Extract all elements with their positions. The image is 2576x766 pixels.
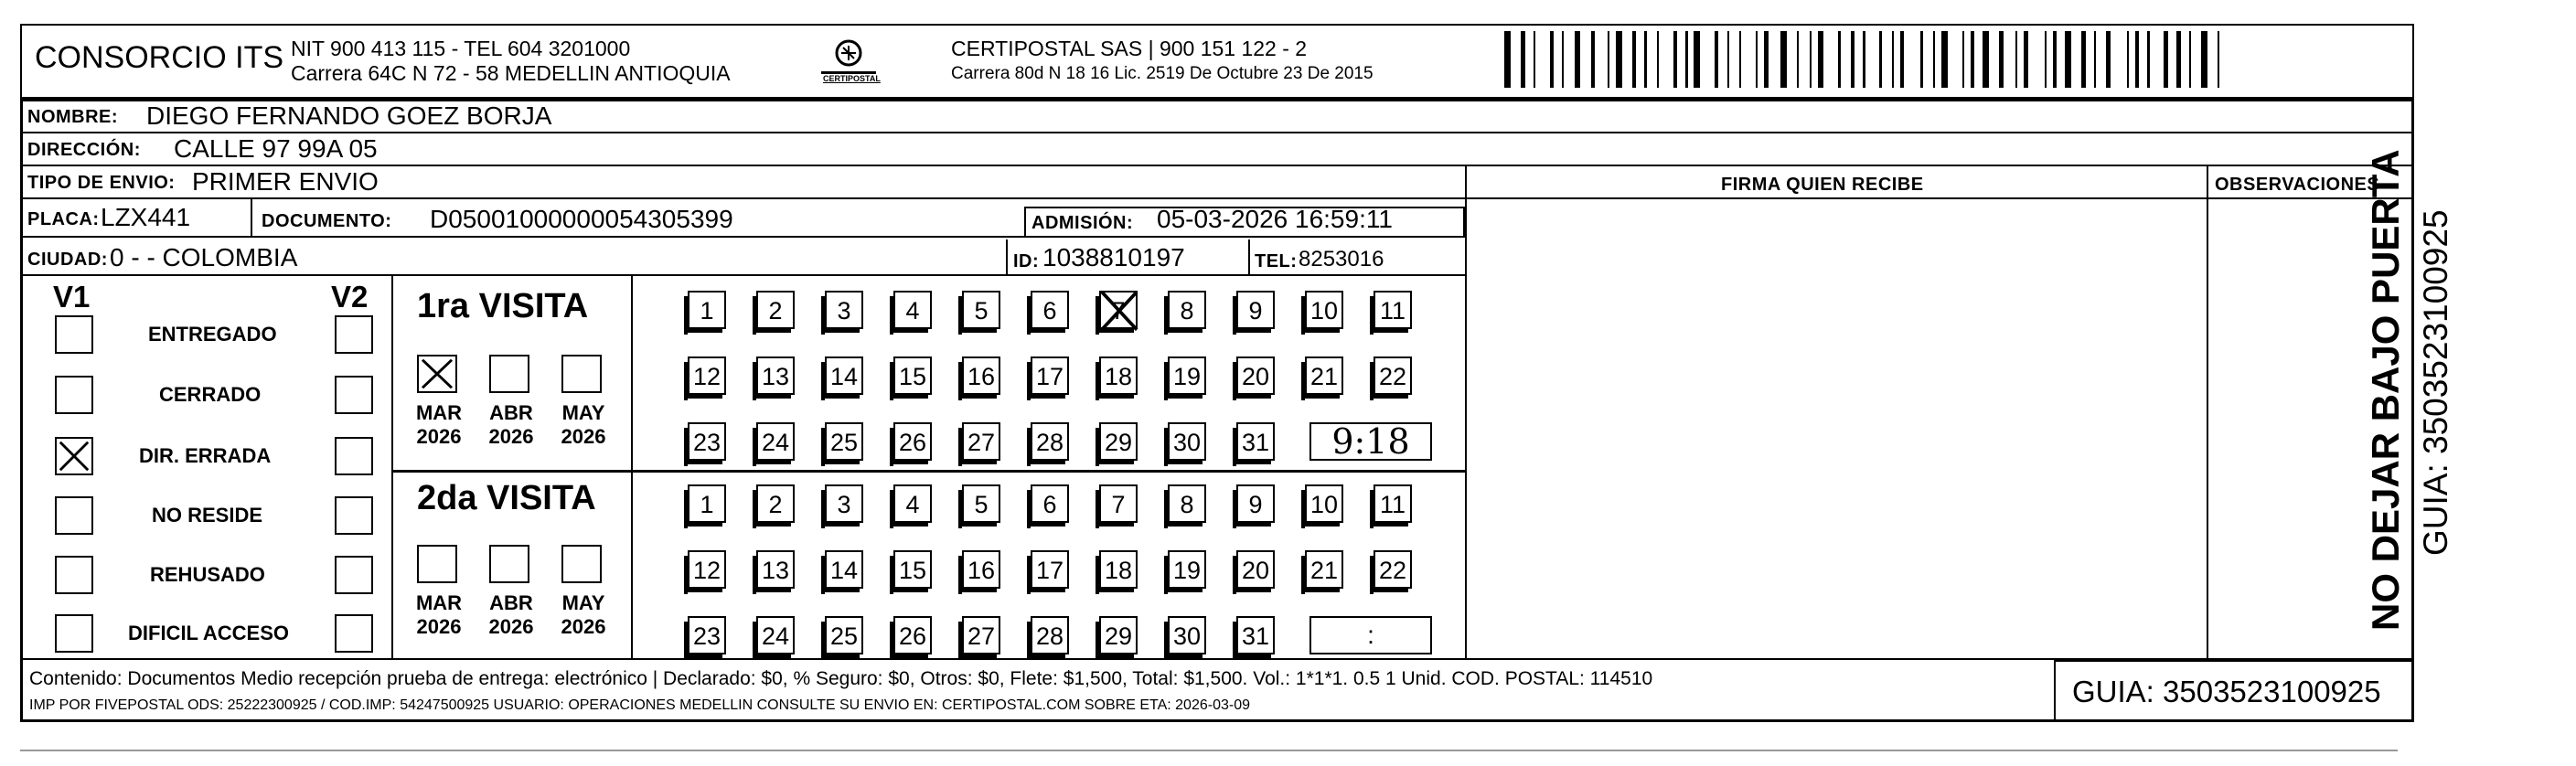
form-frame <box>20 99 2414 722</box>
day-number: 11 <box>1379 296 1406 324</box>
day-box[interactable] <box>756 422 795 461</box>
day-box[interactable] <box>1099 422 1138 461</box>
day-box[interactable] <box>1374 291 1412 329</box>
day-box[interactable] <box>756 616 795 654</box>
footer-contenido: Contenido: Documentos Medio recepción prueba de entrega: electrónico | Declarado: $0, % Seguro: $0, Otros: $0, Flete: $1,500, Total: $1,500. Vol.: 1*1*1. 0.5 1 Unid. COD. POSTAL: 114510 <box>29 668 1653 689</box>
day-number: 22 <box>1378 362 1407 390</box>
check-x-icon <box>419 356 455 391</box>
day-number: 6 <box>1042 490 1057 518</box>
company-nit: NIT 900 413 115 - TEL 604 3201000 <box>291 37 631 60</box>
day-box[interactable] <box>1168 616 1206 654</box>
v1-header: V1 <box>53 280 91 314</box>
day-number: 19 <box>1172 556 1202 584</box>
scan-line <box>20 750 2398 751</box>
day-box[interactable] <box>1031 291 1069 329</box>
day-number: 20 <box>1241 362 1270 390</box>
day-box[interactable] <box>825 616 863 654</box>
day-number: 17 <box>1035 362 1064 390</box>
side-warning: NO DEJAR BAJO PUERTA <box>2364 149 2407 631</box>
v2-checkbox[interactable] <box>335 496 373 535</box>
day-number: 3 <box>837 490 851 518</box>
day-box[interactable] <box>1374 550 1412 589</box>
day-number: 10 <box>1309 490 1339 518</box>
day-number: 15 <box>898 556 927 584</box>
day-box[interactable] <box>688 291 726 329</box>
day-number: 20 <box>1241 556 1270 584</box>
company-address: Carrera 64C N 72 - 58 MEDELLIN ANTIOQUIA <box>291 61 731 85</box>
courier-name: CERTIPOSTAL SAS | 900 151 122 - 2 <box>951 37 1308 60</box>
day-box[interactable] <box>962 422 1000 461</box>
day-number: 29 <box>1104 622 1133 650</box>
visit-divider <box>631 274 633 658</box>
day-box[interactable] <box>962 550 1000 589</box>
day-box[interactable] <box>1168 484 1206 523</box>
day-number: 28 <box>1035 428 1064 456</box>
day-box[interactable] <box>756 484 795 523</box>
day-number: 30 <box>1172 622 1202 650</box>
day-box[interactable] <box>893 484 932 523</box>
day-number: 14 <box>829 556 859 584</box>
day-number: 31 <box>1241 428 1270 456</box>
v2-checkbox[interactable] <box>335 437 373 475</box>
day-box[interactable] <box>1031 550 1069 589</box>
cell-divider <box>1248 239 1250 274</box>
month-year: 2026 <box>561 615 606 638</box>
row-divider <box>20 132 2414 133</box>
day-number: 1 <box>700 296 714 324</box>
v1-checkbox[interactable] <box>55 496 93 535</box>
day-number: 11 <box>1379 490 1406 518</box>
day-box[interactable] <box>1031 422 1069 461</box>
day-box[interactable] <box>1236 484 1275 523</box>
month-name: MAR <box>415 401 463 424</box>
day-box[interactable] <box>756 550 795 589</box>
day-number: 1 <box>700 490 714 518</box>
v1-checkbox[interactable] <box>55 614 93 653</box>
month-year: 2026 <box>561 425 606 448</box>
nombre-label: NOMBRE: <box>27 107 119 127</box>
day-number: 5 <box>974 296 989 324</box>
day-box[interactable] <box>825 356 863 395</box>
day-number: 2 <box>768 296 783 324</box>
status-label: DIR. ERRADA <box>139 444 272 467</box>
day-number: 26 <box>898 622 927 650</box>
time-box[interactable] <box>1309 616 1432 654</box>
day-box[interactable] <box>1236 422 1275 461</box>
day-box[interactable] <box>893 422 932 461</box>
day-number: 18 <box>1104 556 1133 584</box>
time-box[interactable] <box>1309 422 1432 461</box>
day-box[interactable] <box>1099 616 1138 654</box>
certipostal-logo-icon <box>803 35 894 90</box>
day-box[interactable] <box>688 422 726 461</box>
day-number: 28 <box>1035 622 1064 650</box>
day-number: 2 <box>768 490 783 518</box>
day-number: 27 <box>967 428 996 456</box>
month-name: MAY <box>561 401 605 424</box>
day-number: 10 <box>1309 296 1339 324</box>
day-box[interactable] <box>962 616 1000 654</box>
month-checkbox[interactable] <box>417 545 457 583</box>
documento-label: DOCUMENTO: <box>262 211 392 231</box>
check-x-icon <box>57 439 91 473</box>
footer-guia: GUIA: 3503523100925 <box>2072 675 2381 708</box>
visit2-title: 2da VISITA <box>417 479 596 517</box>
day-box[interactable] <box>1236 291 1275 329</box>
day-box[interactable] <box>1168 356 1206 395</box>
day-box[interactable] <box>825 291 863 329</box>
tipo-envio-label: TIPO DE ENVIO: <box>27 173 176 193</box>
day-box[interactable] <box>1236 356 1275 395</box>
time-value: : <box>1367 621 1374 649</box>
status-label: NO RESIDE <box>152 504 263 527</box>
day-number: 4 <box>905 490 920 518</box>
time-value: 9:18 <box>1331 421 1410 462</box>
day-box[interactable] <box>1099 291 1138 329</box>
month-year: 2026 <box>488 615 534 638</box>
day-box[interactable] <box>893 616 932 654</box>
nombre-value: DIEGO FERNANDO GOEZ BORJA <box>146 101 552 130</box>
day-box[interactable] <box>1031 484 1069 523</box>
placa-value: LZX441 <box>101 203 191 231</box>
day-box[interactable] <box>1168 422 1206 461</box>
visit-divider-h <box>391 470 1467 473</box>
visit1-title: 1ra VISITA <box>417 287 589 325</box>
day-number: 9 <box>1248 490 1263 518</box>
day-box[interactable] <box>1236 550 1275 589</box>
v2-checkbox[interactable] <box>335 376 373 414</box>
day-box[interactable] <box>893 550 932 589</box>
admision-label: ADMISIÓN: <box>1031 213 1134 233</box>
day-number: 29 <box>1104 428 1133 456</box>
day-number: 24 <box>761 428 790 456</box>
id-label: ID: <box>1013 251 1040 271</box>
admision-value: 05-03-2026 16:59:11 <box>1157 205 1393 233</box>
v1-checkbox[interactable] <box>55 315 93 354</box>
month-name: ABR <box>489 401 533 424</box>
month-checkbox[interactable] <box>561 355 602 393</box>
month-year: 2026 <box>416 425 462 448</box>
id-value: 1038810197 <box>1042 243 1185 271</box>
v2-checkbox[interactable] <box>335 556 373 594</box>
row-divider <box>20 165 2414 166</box>
day-box[interactable] <box>1168 550 1206 589</box>
v2-header: V2 <box>331 280 369 314</box>
company-name: CONSORCIO ITS <box>35 40 284 75</box>
day-box[interactable] <box>1031 356 1069 395</box>
day-box[interactable] <box>1031 616 1069 654</box>
day-cross-icon <box>1097 287 1141 335</box>
row-divider <box>20 274 1467 276</box>
day-box[interactable] <box>962 356 1000 395</box>
status-label: DIFICIL ACCESO <box>128 622 290 644</box>
day-number: 16 <box>967 362 996 390</box>
day-number: 19 <box>1172 362 1202 390</box>
day-number: 3 <box>837 296 851 324</box>
day-box[interactable] <box>1099 550 1138 589</box>
day-number: 6 <box>1042 296 1057 324</box>
month-year: 2026 <box>488 425 534 448</box>
month-name: MAR <box>415 591 463 614</box>
day-number: 12 <box>692 362 721 390</box>
day-box[interactable] <box>1305 356 1343 395</box>
day-number: 8 <box>1180 296 1194 324</box>
day-number: 5 <box>974 490 989 518</box>
footer-imp: IMP POR FIVEPOSTAL ODS: 25222300925 / COD.IMP: 54247500925 USUARIO: OPERACIONES MEDELLIN CONSULTE SU ENVIO EN: CERTIPOSTAL.COM SOBRE ETA: 2026-03-09 <box>29 697 1250 713</box>
observaciones-divider <box>2207 165 2208 658</box>
day-box[interactable] <box>1374 484 1412 523</box>
day-box[interactable] <box>1305 484 1343 523</box>
day-box[interactable] <box>1305 291 1343 329</box>
day-box[interactable] <box>1236 616 1275 654</box>
month-checkbox[interactable] <box>417 355 457 393</box>
day-number: 4 <box>905 296 920 324</box>
day-number: 26 <box>898 428 927 456</box>
day-number: 9 <box>1248 296 1263 324</box>
row-divider <box>20 197 2414 199</box>
v2-checkbox[interactable] <box>335 614 373 653</box>
day-number: 18 <box>1104 362 1133 390</box>
v1-checkbox[interactable] <box>55 556 93 594</box>
ciudad-value: 0 - - COLOMBIA <box>110 243 298 271</box>
side-guia: GUIA: 3503523100925 <box>2417 209 2454 556</box>
cell-divider <box>1006 239 1008 274</box>
day-number: 21 <box>1309 556 1339 584</box>
day-number: 27 <box>967 622 996 650</box>
day-number: 13 <box>761 362 790 390</box>
firma-header: FIRMA QUIEN RECIBE <box>1721 175 1924 195</box>
firma-divider <box>1465 165 1467 658</box>
day-number: 17 <box>1035 556 1064 584</box>
documento-value: D05001000000054305399 <box>430 205 733 233</box>
status-label: CERRADO <box>159 383 262 406</box>
day-number: 7 <box>1111 490 1126 518</box>
day-box[interactable] <box>962 484 1000 523</box>
day-number: 30 <box>1172 428 1202 456</box>
day-number: 25 <box>829 428 859 456</box>
day-box[interactable] <box>1168 291 1206 329</box>
month-name: MAY <box>561 591 605 614</box>
status-divider <box>391 274 393 658</box>
v2-checkbox[interactable] <box>335 315 373 354</box>
day-number: 24 <box>761 622 790 650</box>
day-number: 25 <box>829 622 859 650</box>
logo-text: CERTIPOSTAL <box>823 74 881 83</box>
month-checkbox[interactable] <box>489 355 529 393</box>
day-number: 23 <box>692 428 721 456</box>
day-number: 13 <box>761 556 790 584</box>
day-box[interactable] <box>893 356 932 395</box>
day-box[interactable] <box>825 484 863 523</box>
day-box[interactable] <box>1099 356 1138 395</box>
day-number: 14 <box>829 362 859 390</box>
ciudad-label: CIUDAD: <box>27 250 108 270</box>
day-box[interactable] <box>825 550 863 589</box>
day-number: 7 <box>1111 296 1126 324</box>
courier-address: Carrera 80d N 18 16 Lic. 2519 De Octubre 23 De 2015 <box>951 64 1374 83</box>
status-label: ENTREGADO <box>148 323 277 346</box>
month-checkbox[interactable] <box>489 545 529 583</box>
month-year: 2026 <box>416 615 462 638</box>
v1-checkbox[interactable] <box>55 376 93 414</box>
day-box[interactable] <box>962 291 1000 329</box>
day-box[interactable] <box>1099 484 1138 523</box>
day-box[interactable] <box>688 616 726 654</box>
cell-divider <box>251 197 252 236</box>
month-name: ABR <box>489 591 533 614</box>
day-box[interactable] <box>1374 356 1412 395</box>
day-box[interactable] <box>1305 550 1343 589</box>
day-box[interactable] <box>756 356 795 395</box>
day-number: 31 <box>1241 622 1270 650</box>
v1-checkbox[interactable] <box>55 437 93 475</box>
day-box[interactable] <box>688 356 726 395</box>
placa-label: PLACA: <box>27 209 100 229</box>
tel-label: TEL: <box>1255 251 1298 271</box>
direccion-value: CALLE 97 99A 05 <box>174 134 378 163</box>
day-number: 23 <box>692 622 721 650</box>
direccion-label: DIRECCIÓN: <box>27 140 141 160</box>
day-number: 21 <box>1309 362 1339 390</box>
day-number: 16 <box>967 556 996 584</box>
tipo-envio-value: PRIMER ENVIO <box>192 167 379 196</box>
observaciones-header: OBSERVACIONES <box>2215 175 2380 195</box>
day-box[interactable] <box>756 291 795 329</box>
day-box[interactable] <box>825 422 863 461</box>
day-number: 12 <box>692 556 721 584</box>
barcode <box>1504 31 2231 88</box>
tel-value: 8253016 <box>1299 247 1384 271</box>
day-box[interactable] <box>688 484 726 523</box>
day-number: 8 <box>1180 490 1194 518</box>
month-checkbox[interactable] <box>561 545 602 583</box>
day-number: 15 <box>898 362 927 390</box>
day-box[interactable] <box>688 550 726 589</box>
day-number: 22 <box>1378 556 1407 584</box>
status-label: REHUSADO <box>150 563 265 586</box>
day-box[interactable] <box>893 291 932 329</box>
